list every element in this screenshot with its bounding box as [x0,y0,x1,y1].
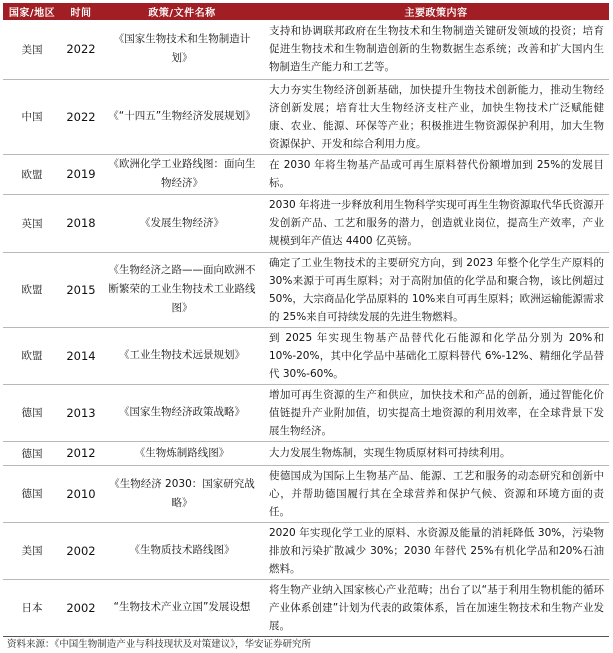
cell-year: 2022 [61,79,101,154]
header-row [3,3,609,20]
cell-country: 中国 [3,79,61,154]
table-row [3,79,609,154]
cell-doc: 《发展生物经济》 [101,194,263,252]
table-header [3,3,609,20]
table-row [3,522,609,579]
table-row [3,154,609,194]
cell-content: 大力发展生物炼制，实现生物质原材料可持续利用。 [263,441,609,465]
cell-country: 德国 [3,384,61,441]
cell-year: 2002 [61,579,101,636]
cell-doc: 《生物经济之路——面向欧洲不断繁荣的工业生物技术工业路线图》 [101,252,263,327]
cell-content: 支持和协调联邦政府在生物技术和生物制造关键研发领域的投资；培育促进生物技术和生物制造创新的生物数据生态系统；改善和扩大国内生物制造生产能力和工艺等。 [263,20,609,79]
cell-year: 2002 [61,522,101,579]
table-row [3,194,609,252]
cell-country: 美国 [3,522,61,579]
cell-content: 大力夯实生物经济创新基础，加快提升生物技术创新能力，推动生物经济创新发展；培育壮大生物经济支柱产业，加快生物技术广泛赋能健康、农业、能源、环保等产业；积极推进生物资源保护利用，加大生物资源保护、开发和综合利用力度。 [263,79,609,154]
cell-content: 将生物产业纳入国家核心产业范畴；出台了以“基于利用生物机能的循环产业体系创建”计划为代表的政策体系，旨在加速生物技术和生物产业发展。 [263,579,609,636]
header-content: 主要政策内容 [263,3,609,20]
cell-content: 确定了工业生物技术的主要研究方向，到 2023 年整个化学生产原料的 30%来源于可再生原料；对于高附加值的化学品和聚合物，该比例超过 50%，大宗商品化学品原料的 10%来自可再生原料；欧洲运输能源需求的 25%来自可持续发展的先进生物燃料。 [263,252,609,327]
cell-country: 欧盟 [3,327,61,384]
cell-content: 在 2030 年将生物基产品或可再生原料替代份额增加到 25%的发展目标。 [263,154,609,194]
source-note: 资料来源：《中国生物制造产业与科技现状及对策建议》，华安证券研究所 [7,639,312,650]
cell-doc: 《生物经济 2030：国家研究战略》 [101,465,263,522]
cell-doc: 《工业生物技术远景规划》 [101,327,263,384]
cell-year: 2018 [61,194,101,252]
cell-doc: 《“十四五”生物经济发展规划》 [101,79,263,154]
table-row [3,20,609,79]
cell-country: 德国 [3,441,61,465]
cell-content: 2030 年将进一步释放利用生物科学实现可再生生物资源取代华氏资源开发创新产品、工艺和服务的潜力，创造就业岗位，提高生产效率，产业规模到年产值达 4400 亿英镑。 [263,194,609,252]
cell-year: 2015 [61,252,101,327]
cell-doc: “生物技术产业立国”发展设想 [101,579,263,636]
cell-country: 日本 [3,579,61,636]
table-row [3,441,609,465]
cell-country: 欧盟 [3,252,61,327]
table-row [3,384,609,441]
cell-doc: 《欧洲化学工业路线图：面向生物经济》 [101,154,263,194]
policy-table [3,3,609,637]
cell-doc: 《生物质技术路线图》 [101,522,263,579]
cell-country: 欧盟 [3,154,61,194]
cell-content: 增加可再生资源的生产和供应，加快技术和产品的创新，通过智能化价值链提升产业附加值，切实提高土地资源的利用效率，在全球背景下发展生物经济。 [263,384,609,441]
cell-country: 英国 [3,194,61,252]
cell-year: 2010 [61,465,101,522]
table-row [3,579,609,636]
header-doc: 政策/文件名称 [101,3,263,20]
cell-doc: 《国家生物经济政策战略》 [101,384,263,441]
policy-table-container [3,3,609,637]
table-row [3,327,609,384]
table-row [3,252,609,327]
table-body [3,20,609,636]
header-country: 国家/地区 [3,3,61,20]
cell-year: 2022 [61,20,101,79]
cell-year: 2014 [61,327,101,384]
cell-year: 2012 [61,441,101,465]
cell-year: 2013 [61,384,101,441]
cell-doc: 《国家生物技术和生物制造计划》 [101,20,263,79]
cell-country: 美国 [3,20,61,79]
cell-content: 2020 年实现化学工业的原料、水资源及能量的消耗降低 30%，污染物排放和污染扩散减少 30%；2030 年替代 25%有机化学品和20%石油燃料。 [263,522,609,579]
cell-year: 2019 [61,154,101,194]
cell-doc: 《生物炼制路线图》 [101,441,263,465]
table-row [3,465,609,522]
cell-country: 德国 [3,465,61,522]
cell-content: 到 2025 年实现生物基产品替代化石能源和化学品分别为 20%和10%-20%，其中化学品中基础化工原料替代 6%-12%、精细化学品替代 30%-60%。 [263,327,609,384]
header-year: 时间 [61,3,101,20]
cell-content: 使德国成为国际上生物基产品、能源、工艺和服务的动态研究和创新中心，并帮助德国履行其在全球营养和保护气候、资源和环境方面的责任。 [263,465,609,522]
